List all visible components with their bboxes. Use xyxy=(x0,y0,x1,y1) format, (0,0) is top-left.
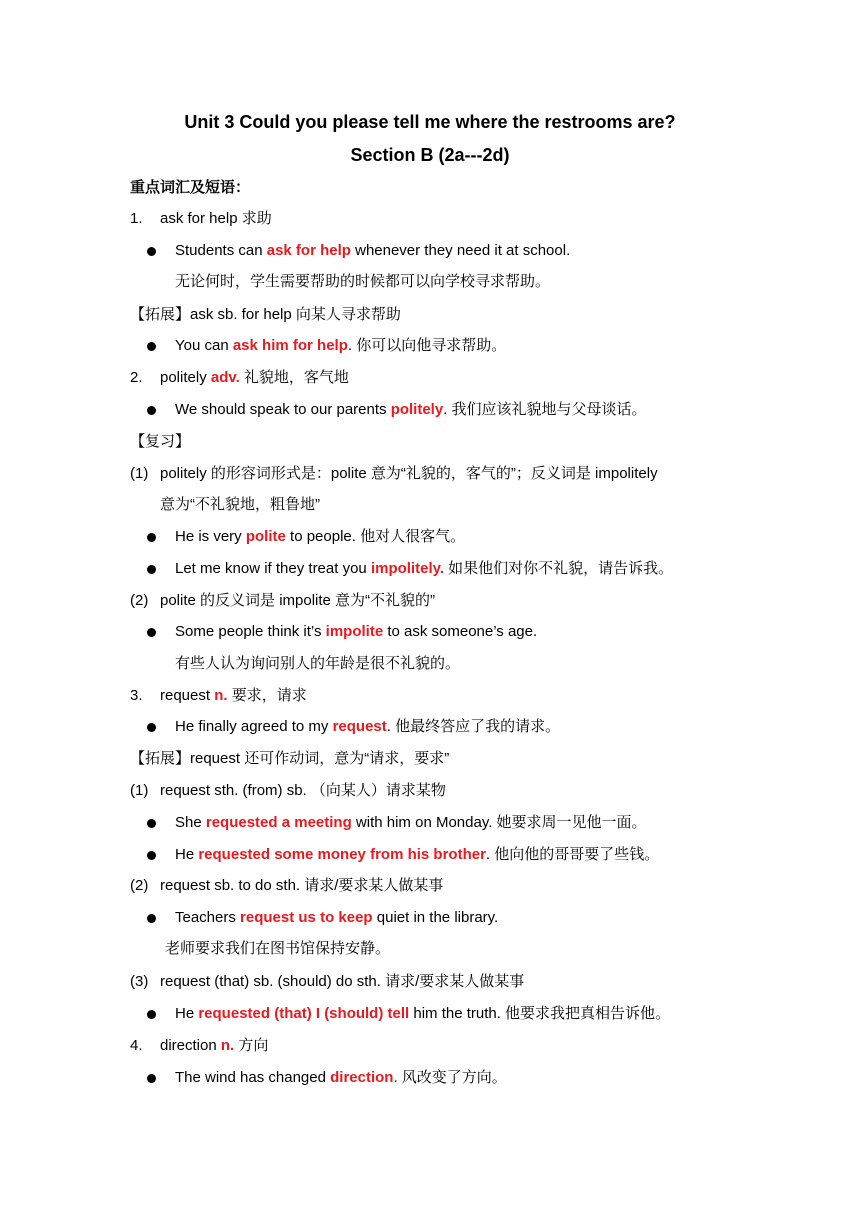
vocab-entry: direction n. 方向 xyxy=(160,1037,269,1054)
page-title: Unit 3 Could you please tell me where the restrooms are? xyxy=(184,112,676,132)
example-sentence: Some people think it’s impolite to ask someone’s age. xyxy=(175,623,538,640)
vocab-entry: politely adv. 礼貌地，客气地 xyxy=(160,369,349,386)
example-sentence: You can ask him for help. 你可以向他寻求帮助。 xyxy=(175,337,507,354)
review-entry: polite 的反义词是 impolite 意为“不礼貌的” xyxy=(160,592,436,609)
item-number: (1) xyxy=(130,465,149,482)
bullet-icon xyxy=(147,533,156,542)
item-number: (2) xyxy=(130,592,149,609)
item-number: 2. xyxy=(130,369,143,386)
item-number: (1) xyxy=(130,782,149,799)
example-sentence: Students can ask for help whenever they need it at school. xyxy=(175,242,571,259)
bullet-icon xyxy=(147,247,156,256)
example-translation: 老师要求我们在图书馆保持安静。 xyxy=(165,940,391,957)
example-sentence: Let me know if they treat you impolitely. 如果他们对你不礼貌，请告诉我。 xyxy=(175,560,674,577)
bullet-icon xyxy=(147,406,156,415)
review-entry-continued: 意为“不礼貌地，粗鲁地” xyxy=(160,496,320,513)
review-heading: 【复习】 xyxy=(130,433,191,450)
example-sentence: We should speak to our parents politely. 我们应该礼貌地与父母谈话。 xyxy=(175,401,647,418)
vocab-entry: ask for help 求助 xyxy=(160,210,272,227)
bullet-icon xyxy=(147,723,156,732)
example-sentence: He finally agreed to my request. 他最终答应了我的请求。 xyxy=(175,718,561,735)
item-number: 4. xyxy=(130,1037,143,1054)
item-number: 1. xyxy=(130,210,143,227)
example-sentence: He requested some money from his brother. 他向他的哥哥要了些钱。 xyxy=(175,846,660,863)
usage-entry: request sth. (from) sb. （向某人）请求某物 xyxy=(160,782,446,799)
section-heading: 重点词汇及短语： xyxy=(130,179,251,196)
bullet-icon xyxy=(147,628,156,637)
example-translation: 有些人认为询问别人的年龄是很不礼貌的。 xyxy=(175,655,461,672)
example-sentence: He is very polite to people. 他对人很客气。 xyxy=(175,528,466,545)
usage-entry: request (that) sb. (should) do sth. 请求/要求某人做某事 xyxy=(160,973,525,990)
item-number: 3. xyxy=(130,687,143,704)
example-sentence: The wind has changed direction. 风改变了方向。 xyxy=(175,1069,507,1086)
extension-entry: 【拓展】request 还可作动词，意为“请求，要求” xyxy=(130,750,450,767)
example-sentence: Teachers request us to keep quiet in the library. xyxy=(175,909,499,926)
bullet-icon xyxy=(147,819,156,828)
page-subtitle: Section B (2a---2d) xyxy=(350,145,510,165)
bullet-icon xyxy=(147,342,156,351)
extension-entry: 【拓展】ask sb. for help 向某人寻求帮助 xyxy=(130,306,401,323)
bullet-icon xyxy=(147,914,156,923)
item-number: (3) xyxy=(130,973,149,990)
usage-entry: request sb. to do sth. 请求/要求某人做某事 xyxy=(160,877,444,894)
item-number: (2) xyxy=(130,877,149,894)
example-sentence: She requested a meeting with him on Monday. 她要求周一见他一面。 xyxy=(175,814,647,831)
bullet-icon xyxy=(147,1074,156,1083)
bullet-icon xyxy=(147,565,156,574)
bullet-icon xyxy=(147,851,156,860)
example-sentence: He requested (that) I (should) tell him the truth. 他要求我把真相告诉他。 xyxy=(175,1005,671,1022)
example-translation: 无论何时，学生需要帮助的时候都可以向学校寻求帮助。 xyxy=(175,273,551,290)
vocab-entry: request n. 要求，请求 xyxy=(160,687,307,704)
review-entry: politely 的形容词形式是：polite 意为“礼貌的，客气的”；反义词是 impolitely xyxy=(160,465,658,482)
bullet-icon xyxy=(147,1010,156,1019)
